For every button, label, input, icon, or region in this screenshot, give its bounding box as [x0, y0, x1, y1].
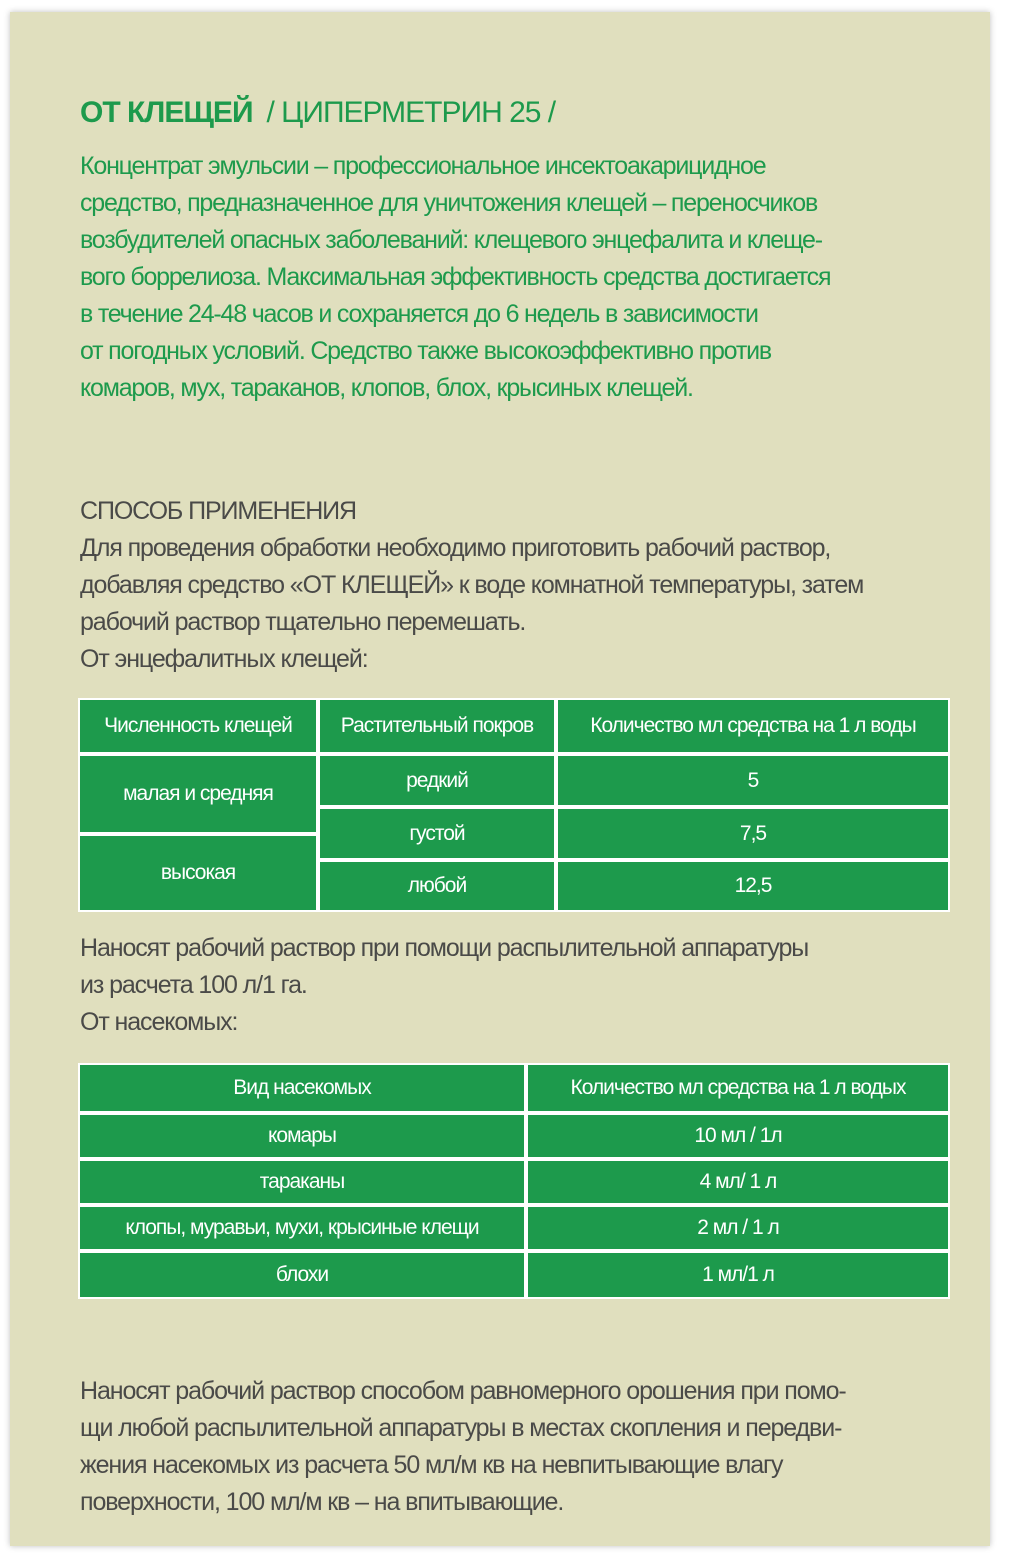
- method-line: Для проведения обработки необходимо приготовить рабочий раствор,: [80, 534, 831, 562]
- final-line: жения насекомых из расчета 50 мл/м кв на невпитывающие влагу: [80, 1451, 783, 1479]
- final-line: Наносят рабочий раствор способом равномерного орошения при помо-: [80, 1377, 846, 1405]
- product-name: ОТ КЛЕЩЕЙ: [80, 96, 253, 129]
- product-subtitle: / ЦИПЕРМЕТРИН 25 /: [266, 96, 556, 129]
- description-line: вого боррелиоза. Максимальная эффективность средства достигается: [80, 263, 831, 291]
- insects-amount-cell: 1 мл/1 л: [528, 1253, 948, 1297]
- product-title: [80, 96, 555, 130]
- method-heading: СПОСОБ ПРИМЕНЕНИЯ: [80, 497, 356, 525]
- final-text: [80, 1373, 846, 1521]
- description: [80, 148, 830, 407]
- ticks-cover-cell: редкий: [320, 756, 554, 805]
- ticks-amount-cell: 5: [558, 756, 948, 805]
- ticks-table: [78, 698, 950, 912]
- method-line: От энцефалитных клещей:: [80, 645, 368, 673]
- description-line: комаров, мух, тараканов, клопов, блох, крысиных клещей.: [80, 374, 693, 402]
- ticks-amount-cell: 7,5: [558, 809, 948, 858]
- description-line: в течение 24-48 часов и сохраняется до 6 недель в зависимости: [80, 300, 758, 328]
- method-line: добавляя средство «ОТ КЛЕЩЕЙ» к воде комнатной температуры, затем: [80, 571, 864, 599]
- insects-amount-cell: 2 мл / 1 л: [528, 1207, 948, 1249]
- insects-amount-cell: 10 мл / 1л: [528, 1115, 948, 1157]
- insects-header-kind: Вид насекомых: [80, 1065, 524, 1111]
- insects-header-amount: Количество мл средства на 1 л водых: [528, 1065, 948, 1111]
- apply-line: От насекомых:: [80, 1008, 238, 1036]
- description-line: от погодных условий. Средство также высокоэффективно против: [80, 337, 771, 365]
- apply-line: Наносят рабочий раствор при помощи распылительной аппаратуры: [80, 934, 809, 962]
- insects-amount-cell: 4 мл/ 1 л: [528, 1161, 948, 1203]
- ticks-cover-cell: густой: [320, 809, 554, 858]
- method-line: рабочий раствор тщательно перемешать.: [80, 608, 526, 636]
- ticks-header-amount: Количество мл средства на 1 л воды: [558, 700, 948, 752]
- apply-text: [80, 930, 808, 1041]
- apply-line: из расчета 100 л/1 га.: [80, 971, 307, 999]
- description-line: Концентрат эмульсии – профессиональное инсектоакарицидное: [80, 152, 766, 180]
- method-text: [80, 530, 863, 678]
- ticks-group-low: малая и средняя: [80, 756, 316, 832]
- ticks-header-cover: Растительный покров: [320, 700, 554, 752]
- insects-kind-cell: тараканы: [80, 1161, 524, 1203]
- final-line: поверхности, 100 мл/м кв – на впитывающие.: [80, 1488, 564, 1516]
- description-line: средство, предназначенное для уничтожения клещей – переносчиков: [80, 189, 818, 217]
- insects-kind-cell: блохи: [80, 1253, 524, 1297]
- description-line: возбудителей опасных заболеваний: клещевого энцефалита и клеще-: [80, 226, 822, 254]
- insects-kind-cell: клопы, муравьи, мухи, крысиные клещи: [80, 1207, 524, 1249]
- ticks-cover-cell: любой: [320, 862, 554, 910]
- final-line: щи любой распылительной аппаратуры в местах скопления и передви-: [80, 1414, 842, 1442]
- insects-kind-cell: комары: [80, 1115, 524, 1157]
- insects-table: [78, 1063, 950, 1299]
- ticks-header-count: Численность клещей: [80, 700, 316, 752]
- ticks-amount-cell: 12,5: [558, 862, 948, 910]
- ticks-group-high: высокая: [80, 836, 316, 910]
